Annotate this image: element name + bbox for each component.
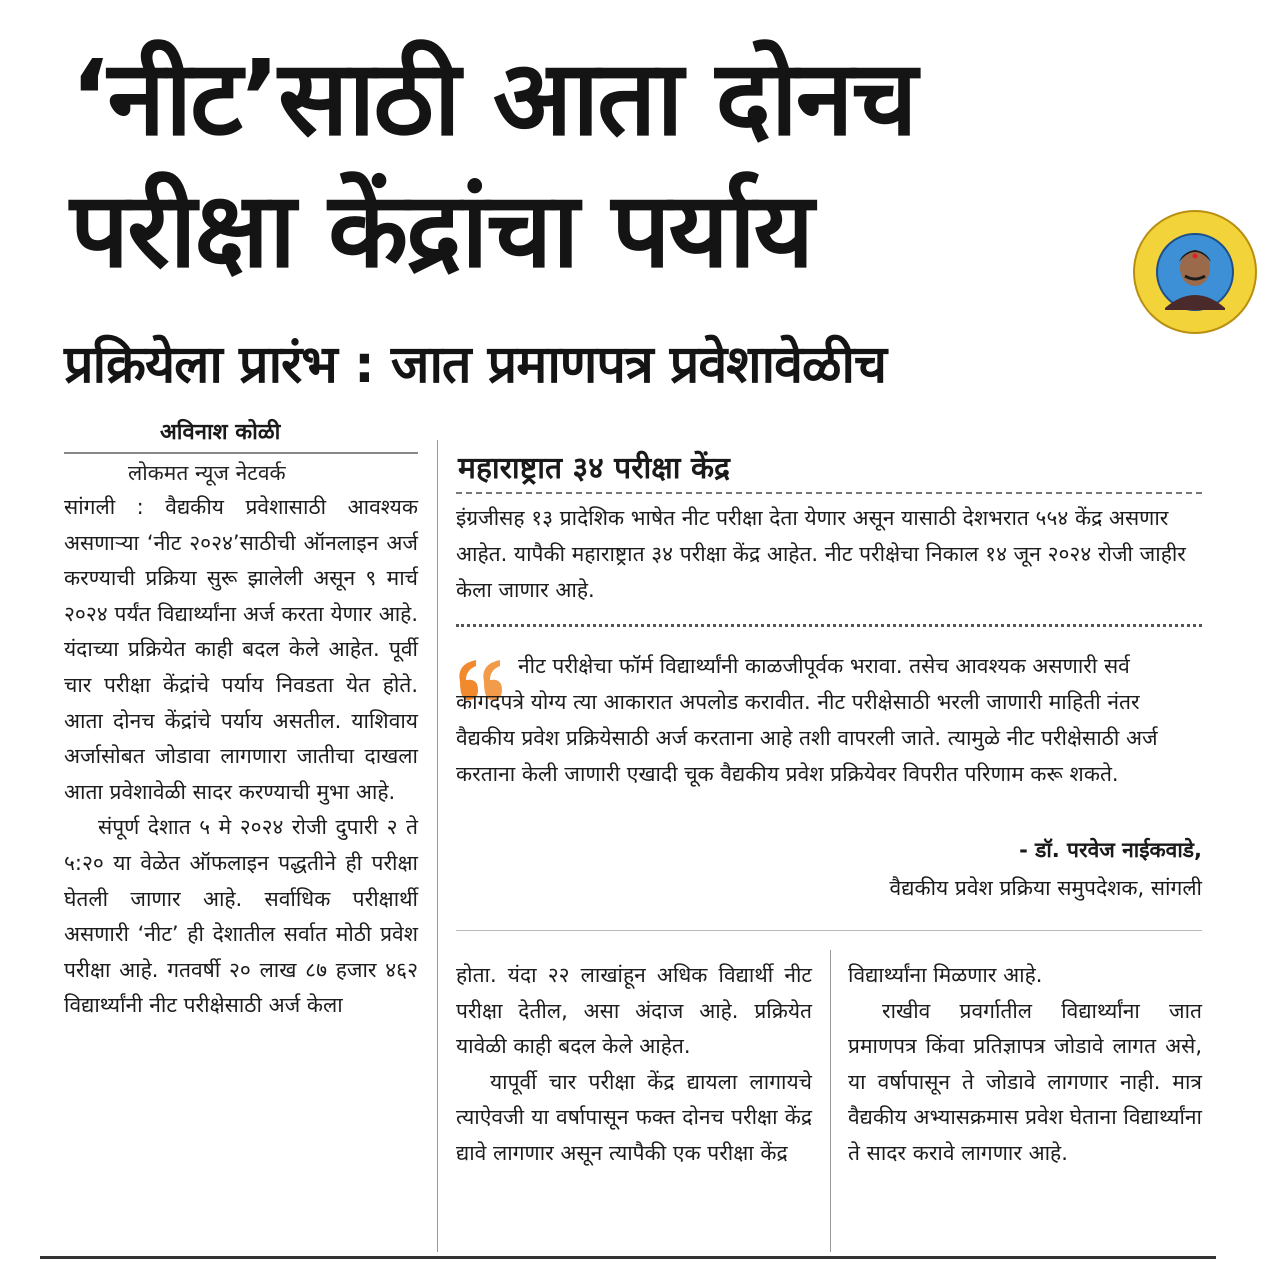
headline-line-1: ‘नीट’साठी आता दोनच	[70, 37, 916, 159]
column-1-paragraph-2: संपूर्ण देशात ५ मे २०२४ रोजी दुपारी २ ते ५:२० या वेळेत ऑफलाइन पद्धतीने ही परीक्षा घेतली जाणार आहे. सर्वाधिक परीक्षार्थी असणारी ‘नीट’ ही देशातील सर्वात मोठी प्रवेश परीक्षा आहे. गतवर्षी २० लाख ८७ हजार ४६२ विद्यार्थ्यांनी नीट परीक्षेसाठी अर्ज केला	[64, 815, 418, 1018]
headline-line-2: परीक्षा केंद्रांचा पर्याय	[70, 169, 813, 291]
box-text: इंग्रजीसह १३ प्रादेशिक भाषेत नीट परीक्षा देता येणार असून यासाठी देशभरात ५५४ केंद्र असणार आहेत. यापैकी महाराष्ट्रात ३४ परीक्षा केंद्र आहेत. नीट परीक्षेचा निकाल १४ जून २०२४ रोजी जाहीर केला जाणार आहे.	[456, 506, 1186, 602]
quote-author: - डॉ. परवेज नाईकवाडे,	[1019, 838, 1202, 862]
box-divider	[456, 624, 1202, 627]
quote-body: नीट परीक्षेचा फॉर्म विद्यार्थ्यांनी काळजीपूर्वक भरावा. तसेच आवश्यक असणारी सर्व कागदपत्रे योग्य त्या आकारात अपलोड करावीत. नीट परीक्षेसाठी भरली जाणारी माहिती नंतर वैद्यकीय प्रवेश प्रक्रियेसाठी अर्ज करताना आहे तशी वापरली जाते. त्यामुळे नीट परीक्षेसाठी अर्ज करताना केली जाणारी एखादी चूक वैद्यकीय प्रवेश प्रक्रियेवर विपरीत परिणाम करू शकते.	[456, 654, 1158, 786]
column-divider-2	[830, 950, 831, 1252]
column-2-paragraph-2: यापूर्वी चार परीक्षा केंद्र द्यायला लागायचे त्याऐवजी या वर्षापासून फक्त दोनच परीक्षा केंद्र द्यावे लागणार असून त्यापैकी एक परीक्षा केंद्र	[456, 1069, 812, 1165]
subheadline: प्रक्रियेला प्रारंभ : जात प्रमाणपत्र प्रवेशावेळीच	[64, 335, 886, 395]
byline-author: अविनाश कोळी	[160, 420, 281, 445]
article-column-3	[848, 958, 1202, 1172]
column-3-paragraph-1: विद्यार्थ्यांना मिळणार आहे.	[848, 963, 1043, 987]
badge-graphic	[1135, 212, 1255, 332]
column-2-paragraph-1: होता. यंदा २२ लाखांहून अधिक विद्यार्थी नीट परीक्षा देतील, असा अंदाज आहे. प्रक्रियेत यावेळी काही बदल केले आहेत.	[456, 963, 812, 1059]
quote-designation: वैद्यकीय प्रवेश प्रक्रिया समुपदेशक, सांगली	[889, 876, 1202, 900]
byline-network: लोकमत न्यूज नेटवर्क	[128, 461, 286, 485]
column-3-paragraph-2: राखीव प्रवर्गातील विद्यार्थ्यांना जात प्रमाणपत्र किंवा प्रतिज्ञापत्र जोडावे लागत असे, या वर्षापासून ते जोडावे लागणार नाही. मात्र वैद्यकीय अभ्यासक्रमास प्रवेश घेताना विद्यार्थ्यांना ते सादर करावे लागणार आहे.	[848, 998, 1202, 1165]
column-1-paragraph-1: सांगली : वैद्यकीय प्रवेशासाठी आवश्यक असणाऱ्या ‘नीट २०२४’साठीची ऑनलाइन अर्ज करण्याची प्रक्रिया सुरू झालेली असून ९ मार्च २०२४ पर्यंत विद्यार्थ्यांना अर्ज करता येणार आहे. यंदाच्या प्रक्रियेत काही बदल केले आहेत. पूर्वी चार परीक्षा केंद्रांचे पर्याय निवडता येत होते. आता दोनच केंद्रांचे पर्याय असतील. याशिवाय अर्जासोबत जोडावा लागणारा जातीचा दाखला आता प्रवेशावेळी सादर करण्याची मुभा आहे.	[64, 495, 418, 804]
article-column-2	[456, 958, 812, 1172]
box-bottom-rule	[456, 930, 1202, 931]
page-bottom-rule	[40, 1256, 1216, 1259]
column-divider-1	[437, 440, 438, 1252]
article-column-1	[64, 490, 418, 1024]
quote-text	[456, 648, 1202, 792]
box-title: महाराष्ट्रात ३४ परीक्षा केंद्र	[458, 451, 730, 486]
box-title-rule	[456, 492, 1202, 494]
byline-rule	[64, 452, 418, 454]
portrait-badge-icon	[1133, 210, 1257, 334]
